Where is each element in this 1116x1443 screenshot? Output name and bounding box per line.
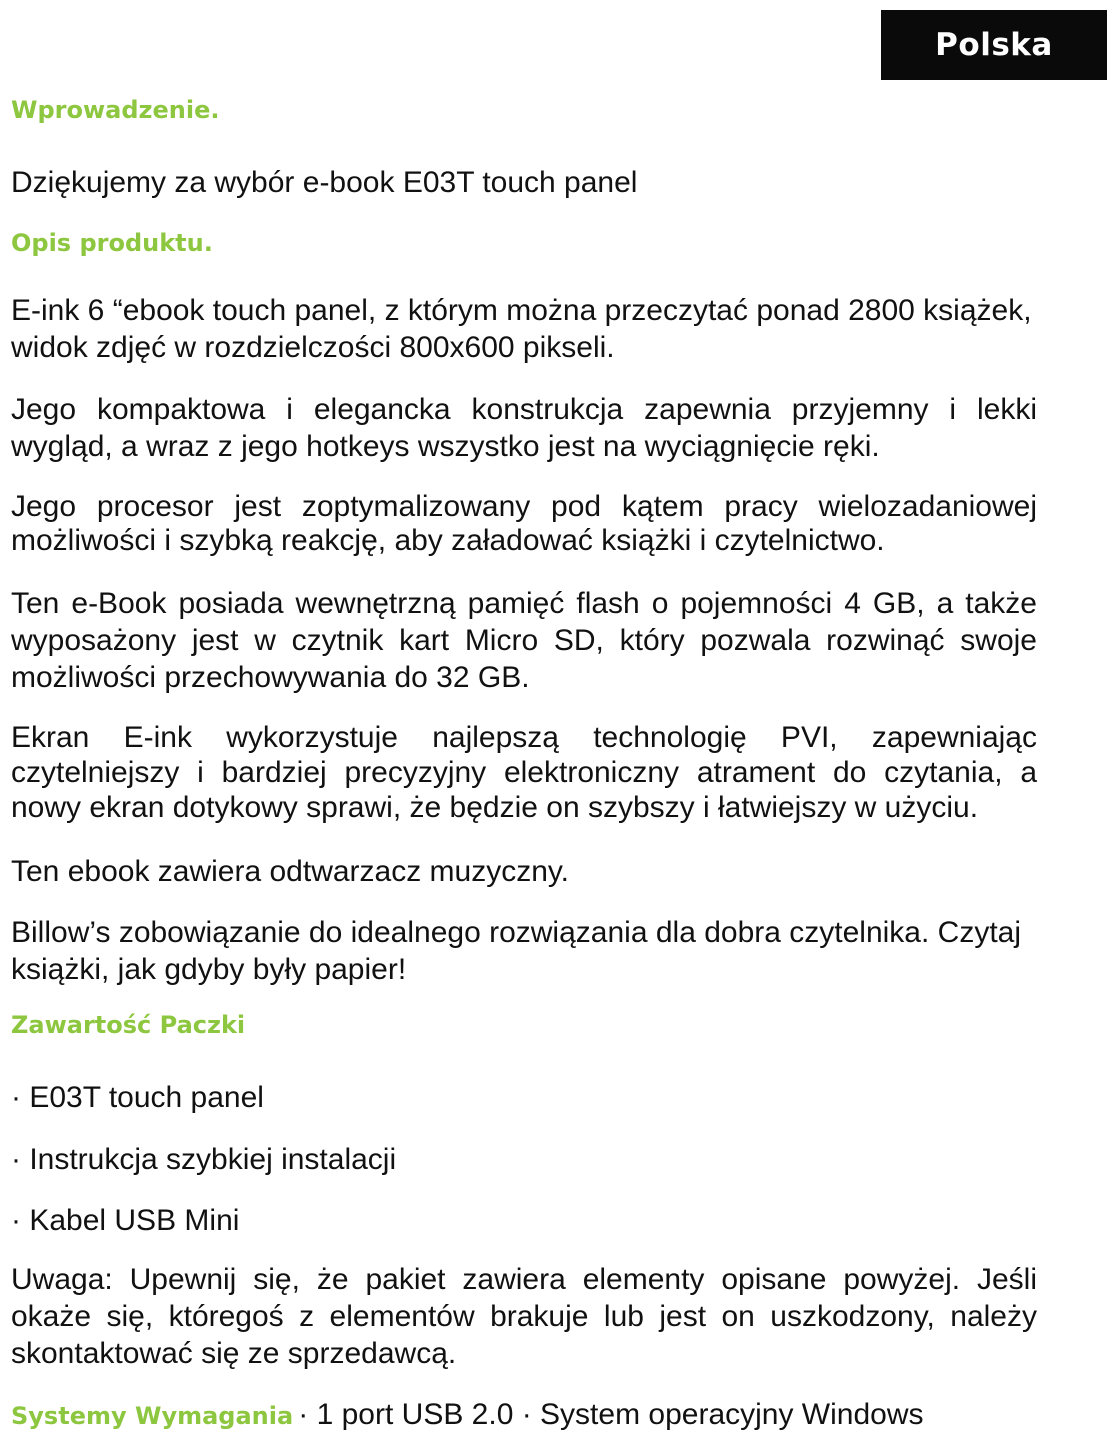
description-paragraph: E-ink 6 “ebook touch panel, z którym można przeczytać ponad 2800 książek, widok zdjęć w rozdzielczości 800x600 pikseli. <box>11 294 1032 364</box>
description-paragraph: Ekran E-ink wykorzystuje najlepszą technologię PVI, zapewniając czytelniejszy i bardziej precyzyjny elektroniczny atrament do czytania, a nowy ekran dotykowy sprawi, że będzie on szybszy i łatwiejszy w użyciu. <box>11 721 1037 824</box>
package-item: · Kabel USB Mini <box>11 1204 240 1237</box>
description-heading: Opis produktu. <box>11 229 213 257</box>
package-item: · Instrukcja szybkiej instalacji <box>11 1143 397 1176</box>
intro-heading: Wprowadzenie. <box>11 96 220 124</box>
language-badge: Polska <box>881 10 1107 80</box>
package-item: · E03T touch panel <box>11 1081 264 1114</box>
description-paragraph: Ten ebook zawiera odtwarzacz muzyczny. <box>11 855 570 888</box>
description-paragraph: Billow’s zobowiązanie do idealnego rozwiązania dla dobra czytelnika. Czytaj książki, jak gdyby były papier! <box>11 916 1022 986</box>
description-paragraph: Jego procesor jest zoptymalizowany pod kątem pracy wielozadaniowej możliwości i szybką reakcję, aby załadować książki i czytelnictwo. <box>11 490 1037 557</box>
requirements-line <box>11 1398 924 1436</box>
requirements-text: · 1 port USB 2.0 · System operacyjny Windows <box>298 1398 924 1431</box>
package-heading: Zawartość Paczki <box>11 1011 246 1039</box>
description-paragraph: Jego kompaktowa i elegancka konstrukcja zapewnia przyjemny i lekki wygląd, a wraz z jego hotkeys wszystko jest na wyciągnięcie ręki. <box>11 393 1037 463</box>
intro-text: Dziękujemy za wybór e-book E03T touch panel <box>11 166 638 199</box>
description-paragraph: Ten e-Book posiada wewnętrzną pamięć flash o pojemności 4 GB, a także wyposażony jest w czytnik kart Micro SD, który pozwala rozwinąć swoje możliwości przechowywania do 32 GB. <box>11 587 1037 694</box>
note-paragraph: Uwaga: Upewnij się, że pakiet zawiera elementy opisane powyżej. Jeśli okaże się, któregoś z elementów brakuje lub jest on uszkodzony, należy skontaktować się ze sprzedawcą. <box>11 1263 1037 1370</box>
requirements-heading: Systemy Wymagania <box>11 1402 294 1430</box>
